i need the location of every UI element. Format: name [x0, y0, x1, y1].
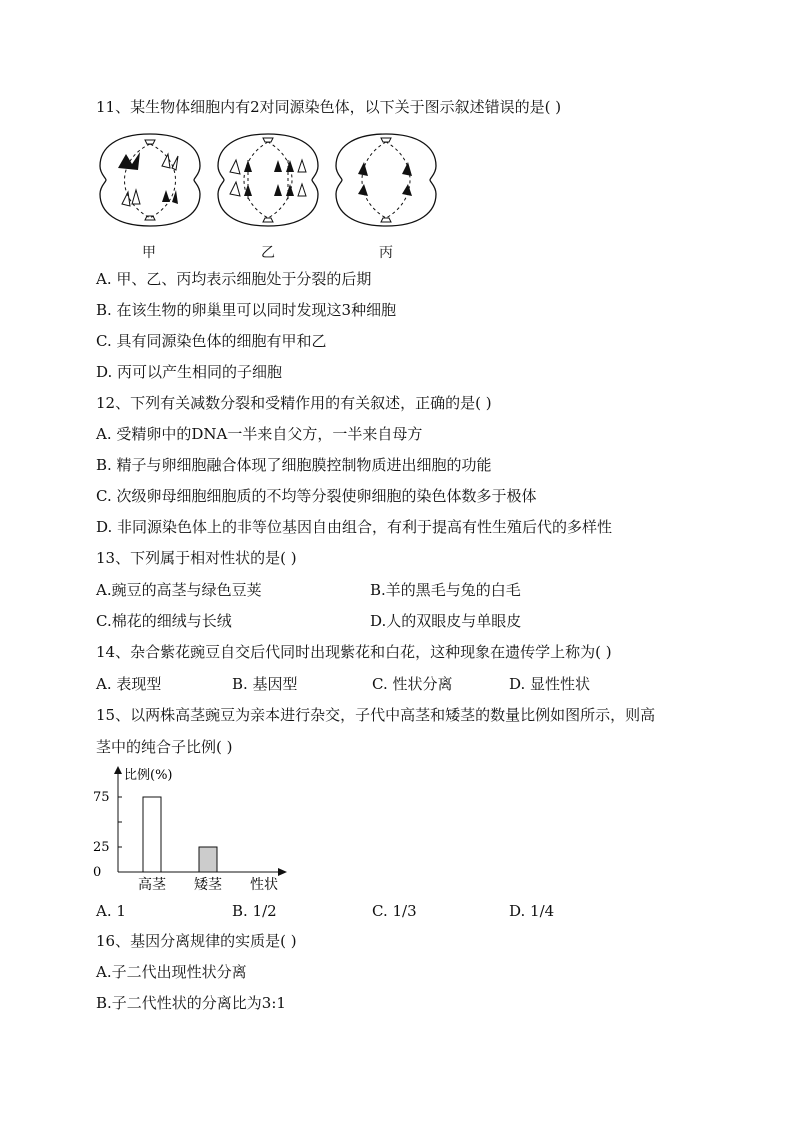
ratio-bar-chart	[90, 762, 300, 898]
x-tick-label: 高茎	[138, 877, 166, 893]
q11-stem: 11、某生物体细胞内有2对同源染色体，以下关于图示叙述错误的是( )	[96, 98, 562, 116]
q14-option-d: D. 显性性状	[509, 675, 591, 693]
cell-diagram-yi	[214, 130, 322, 230]
q14-option-c: C. 性状分离	[372, 675, 453, 693]
q15-option-c: C. 1/3	[372, 902, 417, 920]
q12-stem: 12、下列有关减数分裂和受精作用的有关叙述，正确的是( )	[96, 394, 492, 412]
q15-option-b: B. 1/2	[232, 902, 277, 920]
q13-option-c: C.棉花的细绒与长绒	[96, 612, 232, 630]
y-tick-label: 75	[93, 790, 110, 805]
figure-label-bing: 丙	[379, 245, 393, 261]
figure-label-jia: 甲	[142, 245, 156, 261]
q13-option-b: B.羊的黑毛与兔的白毛	[370, 581, 521, 599]
q16-option-a: A.子二代出现性状分离	[96, 963, 247, 981]
q11-option-a: A. 甲、乙、丙均表示细胞处于分裂的后期	[96, 270, 372, 288]
x-tick-label: 矮茎	[194, 877, 222, 893]
bar-0	[143, 797, 161, 872]
q14-option-a: A. 表现型	[96, 675, 162, 693]
figure-label-yi: 乙	[261, 245, 275, 261]
y-tick-label: 0	[93, 865, 102, 880]
q16-stem: 16、基因分离规律的实质是( )	[96, 932, 297, 950]
q15-option-a: A. 1	[96, 902, 126, 920]
q15-option-d: D. 1/4	[509, 902, 555, 920]
q14-stem: 14、杂合紫花豌豆自交后代同时出现紫花和白花，这种现象在遗传学上称为( )	[96, 643, 612, 661]
q16-option-b: B.子二代性状的分离比为3:1	[96, 994, 286, 1012]
q15-stem-line2: 茎中的纯合子比例( )	[96, 738, 233, 756]
q11-option-c: C. 具有同源染色体的细胞有甲和乙	[96, 332, 327, 350]
q15-stem-line1: 15、以两株高茎豌豆为亲本进行杂交，子代中高茎和矮茎的数量比例如图所示，则高	[96, 706, 656, 724]
y-axis-label: 比例(%)	[124, 768, 173, 783]
q12-option-a: A. 受精卵中的DNA一半来自父方，一半来自母方	[96, 425, 423, 443]
q13-option-d: D.人的双眼皮与单眼皮	[370, 612, 522, 630]
q14-option-b: B. 基因型	[232, 675, 298, 693]
cell-diagram-jia	[96, 130, 204, 230]
y-tick-label: 25	[93, 840, 110, 855]
q12-option-c: C. 次级卵母细胞细胞质的不均等分裂使卵细胞的染色体数多于极体	[96, 487, 537, 505]
x-axis-label: 性状	[250, 877, 278, 893]
cell-diagram-bing	[332, 130, 440, 230]
q12-option-d: D. 非同源染色体上的非等位基因自由组合，有利于提高有性生殖后代的多样性	[96, 518, 613, 536]
bar-1	[199, 847, 217, 872]
q13-stem: 13、下列属于相对性状的是( )	[96, 549, 297, 567]
q11-option-b: B. 在该生物的卵巢里可以同时发现这3种细胞	[96, 301, 397, 319]
q12-option-b: B. 精子与卵细胞融合体现了细胞膜控制物质进出细胞的功能	[96, 456, 492, 474]
q13-option-a: A.豌豆的高茎与绿色豆荚	[96, 581, 262, 599]
y-axis-arrow	[114, 766, 122, 774]
x-axis-arrow	[278, 868, 287, 876]
q11-option-d: D. 丙可以产生相同的子细胞	[96, 363, 283, 381]
